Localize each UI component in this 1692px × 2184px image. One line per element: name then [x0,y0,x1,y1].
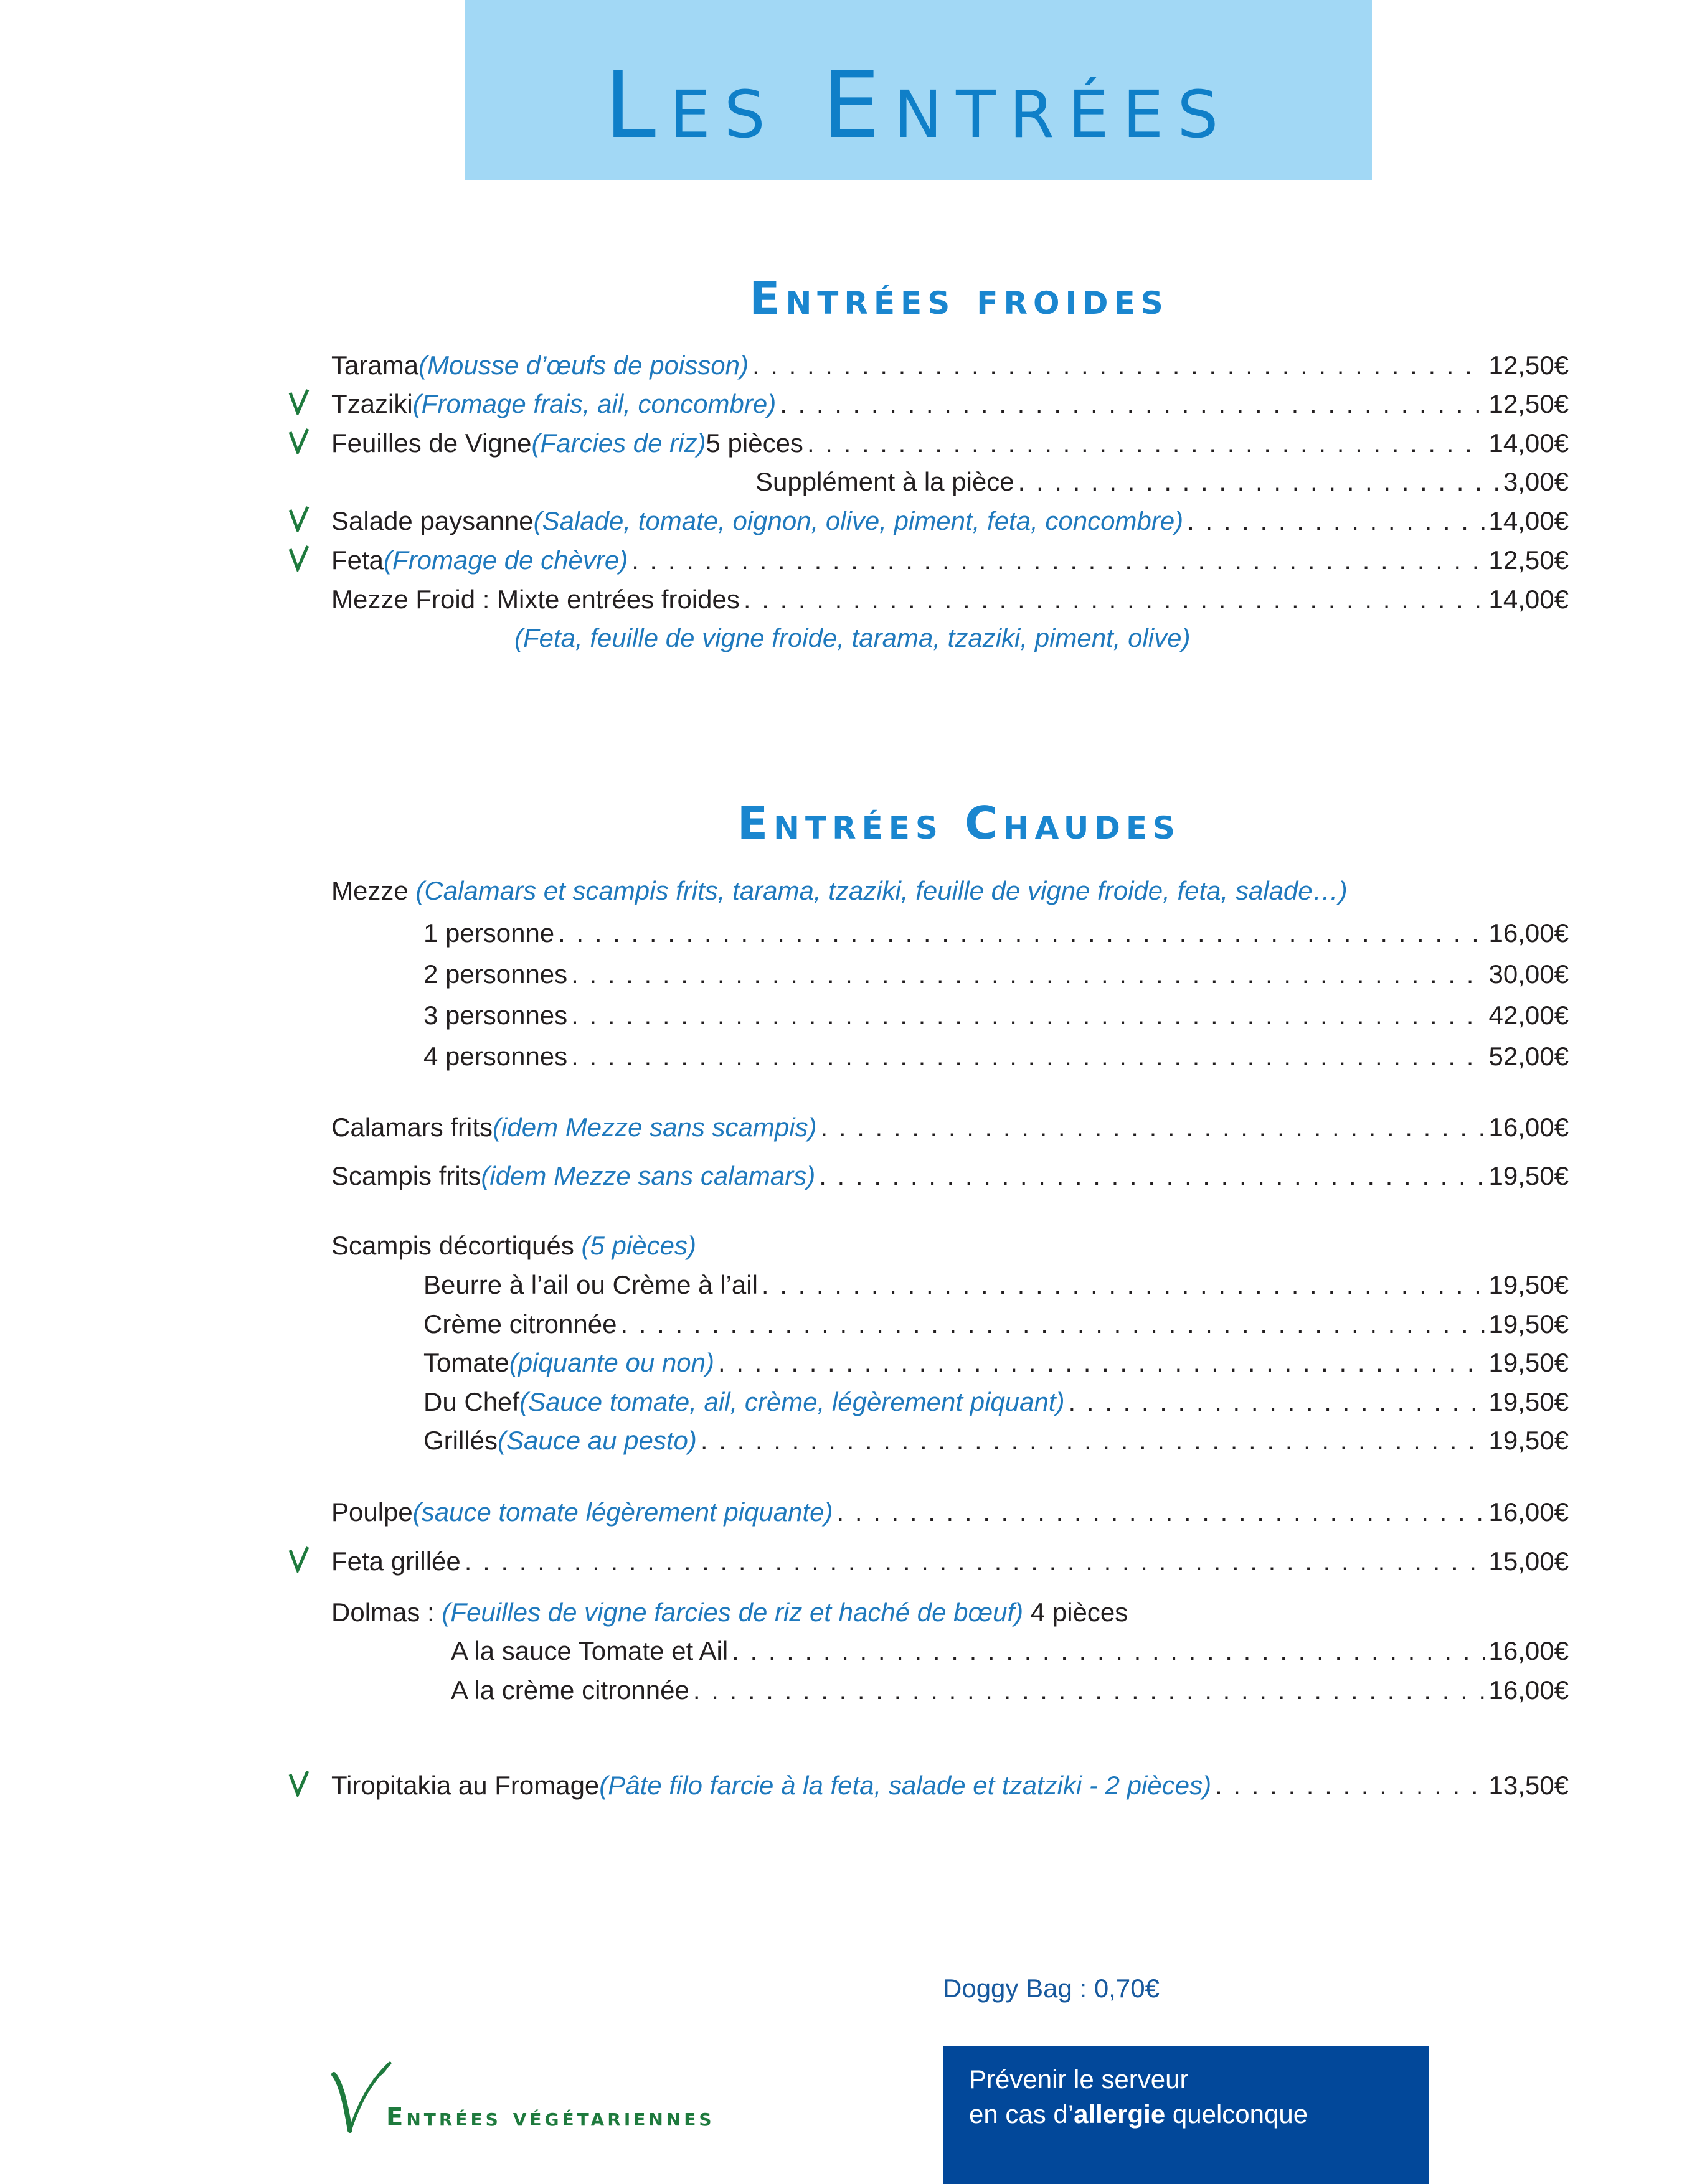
menu-item-tiropitakia: Tiropitakia au Fromage (Pâte filo farcie à la feta, salade et tzatziki - 2 pièces) . . . 13,50€ [331,1772,1569,1799]
vegetarian-icon [288,505,310,532]
allergy-line-1: Prévenir le serveur [969,2064,1189,2094]
menu-item-beurre-ail: Beurre à l’ail ou Crème à l’ail . . . 19,50€ [423,1272,1569,1298]
vegetarian-legend: Entrées végétariennes [386,2103,715,2132]
dolmas-header: Dolmas : (Feuilles de vigne farcies de riz et haché de bœuf) 4 pièces [331,1598,1128,1627]
section-title-chaudes: Entrées Chaudes [737,797,1181,849]
menu-item-dolmas-tomate: A la sauce Tomate et Ail . . . 16,00€ [451,1638,1569,1664]
menu-item-tomate: Tomate (piquante ou non) . . . 19,50€ [423,1350,1569,1376]
allergy-line-2: en cas d’allergie quelconque [969,2099,1308,2129]
page-title: Les Entrées [604,52,1232,159]
menu-item-feuilles-de-vigne: Feuilles de Vigne (Farcies de riz) 5 pièces . . . 14,00€ [331,430,1569,456]
menu-item-feta-grillee: Feta grillée . . . 15,00€ [331,1548,1569,1574]
menu-item-poulpe: Poulpe (sauce tomate légèrement piquante) . . . 16,00€ [331,1499,1569,1525]
vegetarian-icon [288,1545,310,1573]
menu-item-tarama: Tarama (Mousse d’œufs de poisson) . . . 12,50€ [331,352,1569,379]
menu-item-calamars-frits: Calamars frits (idem Mezze sans scampis) . . . 16,00€ [331,1114,1569,1141]
menu-item-creme-citronnee: Crème citronnée . . . 19,50€ [423,1311,1569,1337]
menu-item-grilles: Grillés (Sauce au pesto) . . . 19,50€ [423,1428,1569,1454]
menu-item-feta: Feta (Fromage de chèvre) . . . 12,50€ [331,547,1569,573]
menu-item-dolmas-creme: A la crème citronnée . . . 16,00€ [451,1677,1569,1703]
vegetarian-icon [288,1769,310,1797]
menu-item-scampis-frits: Scampis frits (idem Mezze sans calamars) . . . 19,50€ [331,1163,1569,1189]
title-banner [465,0,1372,180]
menu-item-du-chef: Du Chef (Sauce tomate, ail, crème, légèrement piquant) . . . 19,50€ [423,1389,1569,1415]
section-title-froides: Entrées froides [749,272,1169,324]
menu-item-supplement: Supplément à la pièce . . . 3,00€ [755,469,1569,495]
menu-item-tzaziki: Tzaziki (Fromage frais, ail, concombre) . . . 12,50€ [331,391,1569,417]
mezze-header: Mezze (Calamars et scampis frits, tarama, tzaziki, feuille de vigne froide, feta, salade…) [331,876,1348,905]
vegetarian-icon [288,544,310,572]
menu-item-mezze-3: 3 personnes . . . 42,00€ [423,1002,1569,1028]
doggy-bag: Doggy Bag : 0,70€ [943,1974,1160,2003]
mezze-froid-description: (Feta, feuille de vigne froide, tarama, tzaziki, piment, olive) [514,623,1191,652]
menu-item-mezze-1: 1 personne . . . 16,00€ [423,920,1569,946]
allergy-notice [943,2046,1429,2184]
vegetarian-icon [288,427,310,454]
menu-item-mezze-2: 2 personnes . . . 30,00€ [423,961,1569,987]
menu-item-mezze-4: 4 personnes . . . 52,00€ [423,1043,1569,1070]
menu-item-mezze-froid: Mezze Froid : Mixte entrées froides . . . 14,00€ [331,586,1569,613]
menu-item-salade-paysanne: Salade paysanne (Salade, tomate, oignon, olive, piment, feta, concombre) . . . 14,00€ [331,508,1569,534]
vegetarian-icon [288,388,310,415]
vegetarian-logo-icon [331,2061,394,2135]
scampis-decortiques-header: Scampis décortiqués (5 pièces) [331,1231,696,1260]
